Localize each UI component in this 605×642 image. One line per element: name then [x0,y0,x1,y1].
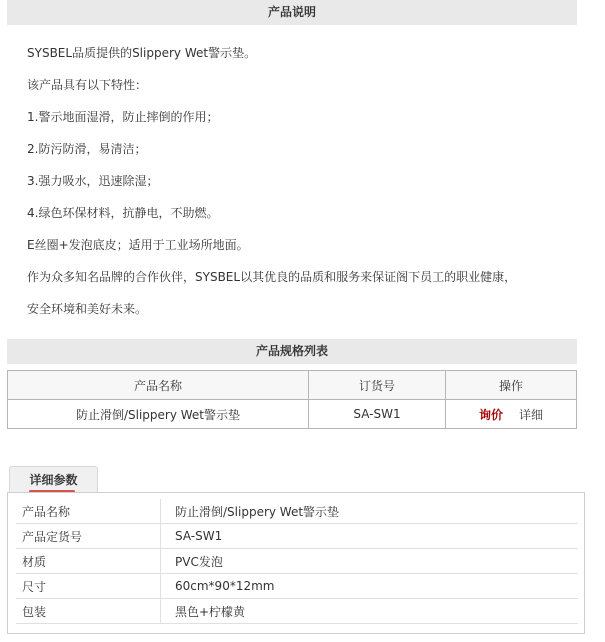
param-value: 黑色+柠檬黄 [161,599,579,624]
details-tab-bar [7,463,584,493]
product-description [27,37,572,325]
action-cell [446,400,577,429]
description-line: 2.防污防滑，易清洁； [27,142,147,156]
table-row [16,549,578,574]
product-name-cell: 防止滑倒/Slippery Wet警示垫 [8,400,309,429]
description-line: 4.绿色环保材料，抗静电，不助燃。 [27,206,219,220]
param-key: 产品定货号 [16,524,161,549]
param-value: PVC发泡 [161,549,579,574]
table-row [16,574,578,599]
table-row [16,524,578,549]
table-row [16,599,578,624]
order-no-cell: SA-SW1 [309,400,446,429]
description-line: E丝圈+发泡底皮；适用于工业场所地面。 [27,238,249,252]
param-value: SA-SW1 [161,524,579,549]
param-value: 防止滑倒/Slippery Wet警示垫 [161,499,579,524]
param-key: 产品名称 [16,499,161,524]
param-key: 包装 [16,599,161,624]
params-table [16,499,578,624]
column-header-product-name: 产品名称 [8,371,309,400]
column-header-action: 操作 [446,371,577,400]
spec-list-header: 产品规格列表 [7,339,577,364]
detailed-params-panel [7,492,585,634]
table-row [16,499,578,524]
description-line: 安全环境和美好未来。 [27,302,148,316]
spec-table [7,370,577,429]
param-value: 60cm*90*12mm [161,574,579,599]
tab-detailed-params[interactable]: 详细参数 [9,466,98,493]
description-line: 作为众多知名品牌的合作伙伴，SYSBEL以其优良的品质和服务来保证阁下员工的职业健康， [27,270,517,284]
product-description-header: 产品说明 [7,0,577,25]
description-line: 该产品具有以下特性： [27,78,148,92]
column-header-order-no: 订货号 [309,371,446,400]
spec-table-header-row [8,371,577,400]
description-line: 1.警示地面湿滑，防止摔倒的作用； [27,110,219,124]
inquiry-link[interactable]: 询价 [478,407,503,422]
param-key: 尺寸 [16,574,161,599]
param-key: 材质 [16,549,161,574]
description-line: SYSBEL品质提供的Slippery Wet警示垫。 [27,46,257,60]
table-row [8,400,577,429]
detail-link[interactable]: 详细 [519,407,544,422]
description-line: 3.强力吸水，迅速除湿； [27,174,159,188]
